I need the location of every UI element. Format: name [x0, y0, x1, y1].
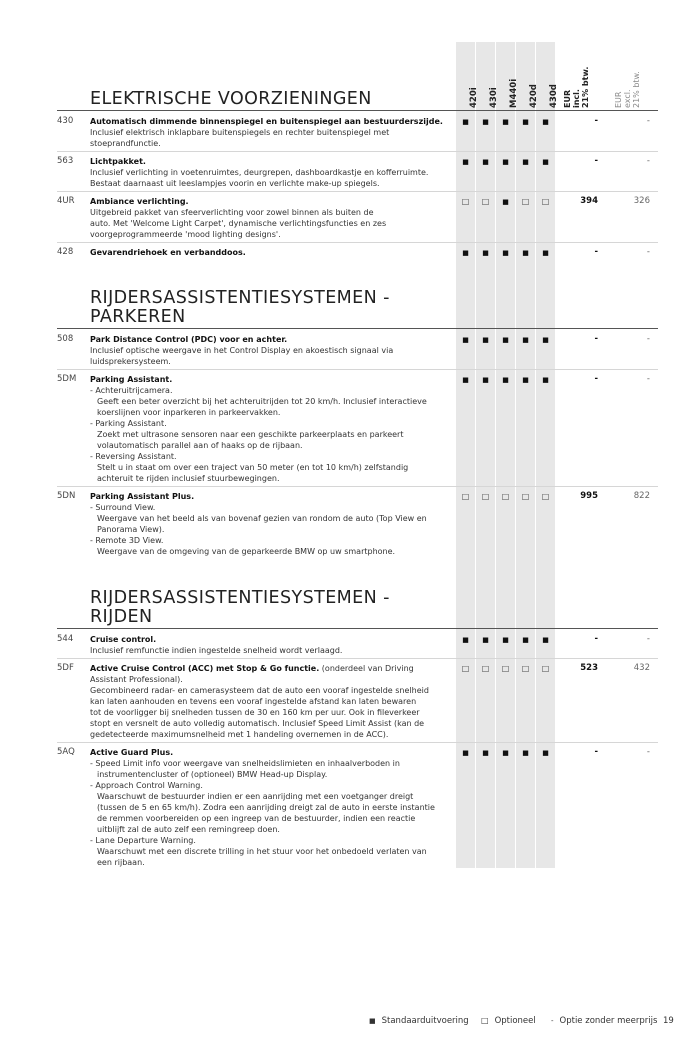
price-incl-vat: - [594, 116, 598, 126]
optional-square-icon: □ [481, 197, 490, 206]
column-header-430d: 430d [549, 84, 559, 108]
option-detail-line: Inclusief elektrisch inklapbare buitenspiegels en rechter buitenspiegel met [90, 128, 390, 137]
option-title: Gevarendriehoek en verbanddoos. [90, 248, 246, 257]
standard-square-icon: ■ [482, 158, 489, 166]
section-title-block [90, 90, 658, 109]
option-detail-line: - Remote 3D View. [90, 536, 164, 545]
option-description [90, 334, 450, 367]
section-title: RIJDERSASSISTENTIESYSTEMEN - [90, 288, 390, 308]
option-title-line [90, 491, 450, 502]
standard-square-icon: ■ [482, 636, 489, 644]
section-divider [57, 110, 658, 111]
optional-square-icon: □ [521, 492, 530, 501]
option-detail-line: tot de voorligger bij snelheden tussen de 30 en 160 km per uur. Ook in fileverkeer [90, 708, 420, 717]
option-detail-line: Stelt u in staat om over een traject van 50 meter (en tot 10 km/h) zelfstandig [97, 463, 409, 472]
legend-optional: □ Optioneel [481, 1016, 536, 1026]
option-title-line [90, 334, 450, 345]
column-header-m440i: M440i [509, 78, 519, 108]
price-incl-vat: - [594, 156, 598, 166]
option-detail-line: Inclusief remfunctie indien ingestelde snelheid wordt verlaagd. [90, 646, 343, 655]
option-code: 5DF [57, 663, 74, 673]
option-detail-line: voorgeprogrammeerde 'mood lighting designs'. [90, 230, 281, 239]
empty-square-icon: □ [481, 1016, 489, 1025]
option-title: Automatisch dimmende binnenspiegel en buitenspiegel aan bestuurderszijde. [90, 117, 443, 126]
option-detail-line: Gecombineerd radar- en camerasysteem dat de auto een vooraf ingestelde snelheid [90, 686, 429, 695]
option-description [90, 663, 450, 740]
standard-square-icon: ■ [462, 636, 469, 644]
price-excl-vat: 432 [633, 663, 650, 673]
option-title: Cruise control. [90, 635, 157, 644]
option-title-line [90, 747, 450, 758]
option-description [90, 196, 450, 240]
option-detail-line: Weergave van het beeld als van bovenaf gezien van rondom de auto (Top View en [97, 514, 427, 523]
option-description [90, 247, 450, 258]
price-incl-vat: 394 [580, 196, 598, 206]
option-detail-line: Waarschuwt de bestuurder indien er een aanrijding met een voetganger dreigt [97, 792, 414, 801]
option-code: 5DM [57, 374, 77, 384]
standard-square-icon: ■ [502, 198, 509, 206]
section-title: ELEKTRISCHE VOORZIENINGEN [90, 89, 372, 109]
option-detail-line: uitblijft zal de auto zelf een remingreep doen. [97, 825, 280, 834]
option-title: Active Guard Plus. [90, 748, 174, 757]
option-title: Active Cruise Control (ACC) met Stop & Go functie. [90, 664, 320, 673]
price-incl-vat: 523 [580, 663, 598, 673]
section-title-block [90, 589, 658, 627]
standard-square-icon: ■ [482, 249, 489, 257]
option-detail-line: volautomatisch parallel aan of haaks op de rijbaan. [97, 441, 303, 450]
price-excl-vat: - [646, 156, 650, 166]
legend-standard: ■ Standaarduitvoering [369, 1016, 469, 1026]
price-excl-vat: - [646, 247, 650, 257]
option-code: 430 [57, 116, 74, 126]
standard-square-icon: ■ [482, 336, 489, 344]
standard-square-icon: ■ [502, 636, 509, 644]
option-detail-line: de remmen voorbereiden op een ingreep van de bestuurder, indien een reactie [97, 814, 416, 823]
standard-square-icon: ■ [542, 376, 549, 384]
option-code: 563 [57, 156, 74, 166]
option-detail-line: luidsprekersysteem. [90, 357, 171, 366]
option-title-suffix: (onderdeel van Driving [319, 664, 414, 673]
column-header-420d: 420d [529, 84, 539, 108]
section-title: RIJDERSASSISTENTIESYSTEMEN - [90, 588, 390, 608]
option-detail-line: Waarschuwt met een discrete trilling in het stuur voor het onbedoeld verlaten van [97, 847, 427, 856]
row-divider [57, 369, 658, 370]
standard-square-icon: ■ [542, 749, 549, 757]
standard-square-icon: ■ [502, 158, 509, 166]
price-incl-vat: - [594, 334, 598, 344]
standard-square-icon: ■ [542, 249, 549, 257]
option-detail-line: Bestaat daarnaast uit leeslampjes voorin en verlichte make-up spiegels. [90, 179, 380, 188]
optional-square-icon: □ [501, 492, 510, 501]
standard-square-icon: ■ [502, 249, 509, 257]
column-header-420i: 420i [469, 87, 479, 108]
section-title: PARKEREN [90, 307, 186, 327]
standard-square-icon: ■ [522, 158, 529, 166]
option-detail-line: gedetecteerde maximumsnelheid met 1 handeling overnemen in de ACC). [90, 730, 389, 739]
standard-square-icon: ■ [462, 158, 469, 166]
standard-square-icon: ■ [542, 336, 549, 344]
standard-square-icon: ■ [462, 249, 469, 257]
price-excl-vat: - [646, 374, 650, 384]
standard-square-icon: ■ [502, 749, 509, 757]
optional-square-icon: □ [461, 197, 470, 206]
option-detail-line: Inclusief verlichting in voetenruimtes, deurgrepen, dashboardkastje en kofferruimte. [90, 168, 429, 177]
standard-square-icon: ■ [542, 636, 549, 644]
option-detail-line: koerslijnen voor inparkeren in parkeervakken. [97, 408, 281, 417]
option-detail-line: - Speed Limit info voor weergave van snelheidslimieten en inhaalverboden in [90, 759, 400, 768]
option-detail-line: Geeft een beter overzicht bij het achteruitrijden tot 20 km/h. Inclusief interactieve [97, 397, 427, 406]
standard-square-icon: ■ [522, 749, 529, 757]
option-detail-line: - Surround View. [90, 503, 156, 512]
option-code: 5DN [57, 491, 76, 501]
option-code: 508 [57, 334, 74, 344]
optional-square-icon: □ [541, 492, 550, 501]
option-detail-line: Zoekt met ultrasone sensoren naar een geschikte parkeerplaats en parkeert [97, 430, 404, 439]
option-code: 4UR [57, 196, 75, 206]
standard-square-icon: ■ [502, 336, 509, 344]
standard-square-icon: ■ [522, 636, 529, 644]
option-code: 428 [57, 247, 74, 257]
option-detail-line: - Parking Assistant. [90, 419, 167, 428]
standard-square-icon: ■ [502, 118, 509, 126]
standard-square-icon: ■ [522, 376, 529, 384]
optional-square-icon: □ [461, 492, 470, 501]
option-detail-line: auto. Met 'Welcome Light Carpet', dynamische verlichtingsfuncties en zes [90, 219, 387, 228]
option-code: 5AQ [57, 747, 75, 757]
standard-square-icon: ■ [482, 118, 489, 126]
row-divider [57, 151, 658, 152]
optional-square-icon: □ [521, 197, 530, 206]
section-divider [57, 628, 658, 629]
option-title: Lichtpakket. [90, 157, 146, 166]
standard-square-icon: ■ [502, 376, 509, 384]
price-excl-vat: 326 [633, 196, 650, 206]
optional-square-icon: □ [481, 492, 490, 501]
option-detail-line: instrumentencluster of (optioneel) BMW Head-up Display. [97, 770, 328, 779]
row-divider [57, 242, 658, 243]
price-excl-vat: - [646, 634, 650, 644]
option-detail-line: Uitgebreid pakket van sfeerverlichting voor zowel binnen als buiten de [90, 208, 374, 217]
price-incl-vat: - [594, 374, 598, 384]
option-detail-line: (tussen de 5 en 65 km/h). Zodra een aanrijding dreigt zal de auto in eerste instantie [97, 803, 435, 812]
option-detail-line: stopt en versnelt de auto volledig automatisch. Inclusief Speed Limit Assist (kan de [90, 719, 425, 728]
option-title-line [90, 247, 450, 258]
option-detail-line: Panorama View). [97, 525, 165, 534]
filled-square-icon: ■ [369, 1017, 376, 1025]
standard-square-icon: ■ [522, 118, 529, 126]
standard-square-icon: ■ [462, 118, 469, 126]
option-title-line [90, 663, 450, 674]
option-detail-line: kan laten aanhouden en tevens een vooraf ingestelde afstand kan laten bewaren [90, 697, 417, 706]
section-title: RIJDEN [90, 607, 153, 627]
standard-square-icon: ■ [522, 249, 529, 257]
standard-square-icon: ■ [462, 376, 469, 384]
option-detail-line: Inclusief optische weergave in het Control Display en akoestisch signaal via [90, 346, 394, 355]
option-detail-line: Weergave van de omgeving van de geparkeerde BMW op uw smartphone. [97, 547, 396, 556]
price-excl-vat: - [646, 334, 650, 344]
optional-square-icon: □ [461, 664, 470, 673]
option-title-line [90, 116, 450, 127]
standard-square-icon: ■ [462, 749, 469, 757]
option-description [90, 747, 450, 868]
row-divider [57, 658, 658, 659]
dash-icon: - [551, 1017, 554, 1025]
option-detail-line: stoeprandfunctie. [90, 139, 161, 148]
standard-square-icon: ■ [482, 376, 489, 384]
option-title-line [90, 374, 450, 385]
price-incl-vat: - [594, 634, 598, 644]
option-description [90, 374, 450, 484]
option-detail-line: een rijbaan. [97, 858, 145, 867]
option-description [90, 634, 450, 656]
price-incl-vat: 995 [580, 491, 598, 501]
standard-square-icon: ■ [542, 118, 549, 126]
standard-square-icon: ■ [462, 336, 469, 344]
row-divider [57, 486, 658, 487]
optional-square-icon: □ [541, 197, 550, 206]
page-number: 19 [663, 1016, 674, 1026]
price-incl-vat: - [594, 747, 598, 757]
row-divider [57, 191, 658, 192]
row-divider [57, 742, 658, 743]
option-title: Park Distance Control (PDC) voor en achter. [90, 335, 288, 344]
price-excl-vat: - [646, 116, 650, 126]
standard-square-icon: ■ [522, 336, 529, 344]
option-detail-line: achteruit te rijden inclusief stuurbewegingen. [97, 474, 280, 483]
section-title-block [90, 289, 658, 327]
optional-square-icon: □ [521, 664, 530, 673]
optional-square-icon: □ [541, 664, 550, 673]
optional-square-icon: □ [501, 664, 510, 673]
option-title: Parking Assistant Plus. [90, 492, 195, 501]
standard-square-icon: ■ [542, 158, 549, 166]
option-title: Parking Assistant. [90, 375, 173, 384]
option-description [90, 116, 450, 149]
optional-square-icon: □ [481, 664, 490, 673]
option-code: 544 [57, 634, 74, 644]
option-detail-line: - Lane Departure Warning. [90, 836, 196, 845]
option-detail-line: - Reversing Assistant. [90, 452, 177, 461]
legend-no-charge: - Optie zonder meerprijs [551, 1016, 658, 1026]
price-excl-vat: 822 [633, 491, 650, 501]
option-title-line [90, 634, 450, 645]
section-divider [57, 328, 658, 329]
standard-square-icon: ■ [482, 749, 489, 757]
option-title-line [90, 156, 450, 167]
option-description [90, 156, 450, 189]
price-incl-vat: - [594, 247, 598, 257]
option-description [90, 491, 450, 557]
column-header-430i: 430i [489, 87, 499, 108]
option-title: Ambiance verlichting. [90, 197, 189, 206]
price-excl-vat: - [646, 747, 650, 757]
option-detail-line: - Approach Control Warning. [90, 781, 203, 790]
option-title-line [90, 196, 450, 207]
option-detail-line: Assistant Professional). [90, 675, 183, 684]
option-detail-line: - Achteruitrijcamera. [90, 386, 173, 395]
